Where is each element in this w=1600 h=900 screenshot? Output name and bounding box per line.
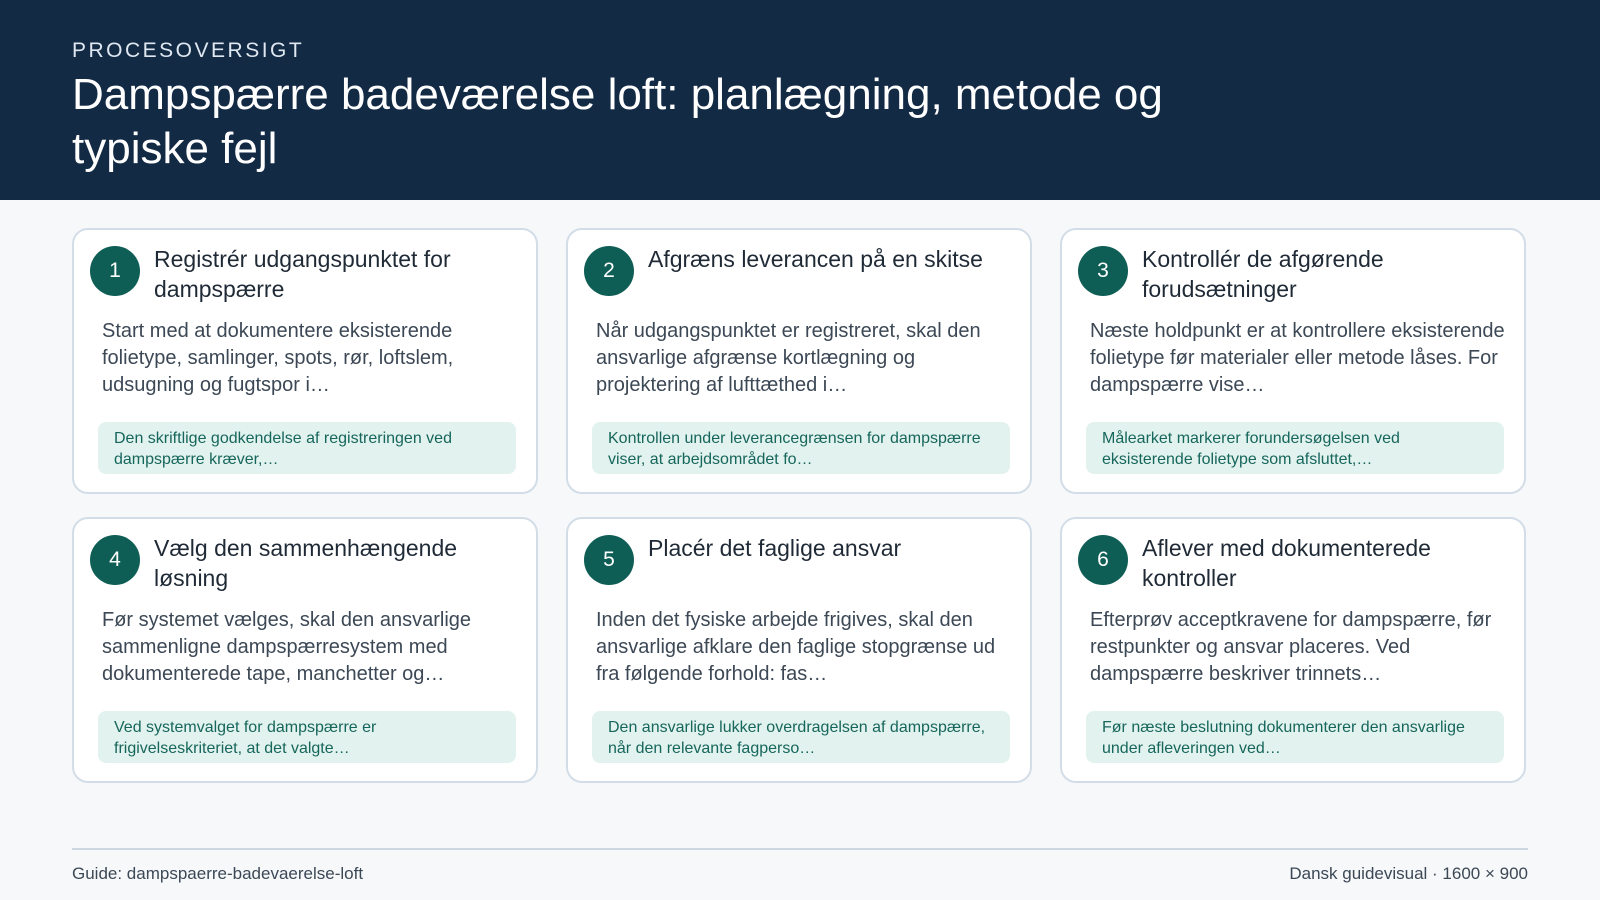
footer-credit: Dansk guidevisual · 1600 × 900 — [1289, 864, 1528, 883]
step-title: Aflever med dokumenterede kontroller — [1142, 535, 1431, 591]
header-banner — [0, 0, 1600, 200]
step-card-3 — [1060, 228, 1526, 494]
step-title: Placér det faglige ansvar — [648, 535, 902, 561]
step-description: Efterprøv acceptkravene for dampspærre, før restpunkter og ansvar placeres. Ved dampspærre beskriver trinnets… — [1090, 609, 1492, 685]
step-number-badge: 6 — [1078, 535, 1128, 585]
step-title: Registrér udgangspunktet for dampspærre — [154, 246, 451, 302]
step-note: Den skriftlige godkendelse af registreringen ved dampspærre kræver,… — [98, 422, 516, 474]
step-note: Kontrollen under leverancegrænsen for dampspærre viser, at arbejdsområdet fo… — [592, 422, 1010, 474]
footer-guide-slug: Guide: dampspaerre-badevaerelse-loft — [72, 864, 364, 883]
eyebrow-label: PROCESOVERSIGT — [72, 39, 305, 62]
step-title: Afgræns leverancen på en skitse — [648, 246, 983, 272]
step-number-badge: 3 — [1078, 246, 1128, 296]
step-number-badge: 5 — [584, 535, 634, 585]
step-note: Ved systemvalget for dampspærre er frigivelseskriteriet, at det valgte… — [98, 711, 516, 763]
step-note: Målearket markerer forundersøgelsen ved eksisterende folietype som afsluttet,… — [1086, 422, 1504, 474]
step-description: Start med at dokumentere eksisterende folietype, samlinger, spots, rør, loftslem, udsugning og fugtspor i… — [102, 320, 454, 396]
step-note: Den ansvarlige lukker overdragelsen af dampspærre, når den relevante fagperso… — [592, 711, 1010, 763]
step-card-4 — [72, 517, 538, 783]
step-card-1 — [72, 228, 538, 494]
step-note: Før næste beslutning dokumenterer den ansvarlige under afleveringen ved… — [1086, 711, 1504, 763]
step-number-badge: 2 — [584, 246, 634, 296]
step-card-5 — [566, 517, 1032, 783]
step-number-badge: 1 — [90, 246, 140, 296]
step-description: Før systemet vælges, skal den ansvarlige sammenligne dampspærresystem med dokumenterede tape, manchetter og… — [102, 609, 472, 685]
step-title: Kontrollér de afgørende forudsætninger — [1142, 246, 1384, 302]
step-number-badge: 4 — [90, 535, 140, 585]
footer-divider — [72, 848, 1528, 850]
step-description: Når udgangspunktet er registreret, skal den ansvarlige afgrænse kortlægning og projektering af lufttæthed i… — [596, 320, 981, 396]
step-description: Næste holdpunkt er at kontrollere eksisterende folietype før materialer eller metode låses. For dampspærre vise… — [1090, 320, 1505, 396]
step-title: Vælg den sammenhængende løsning — [154, 535, 458, 591]
step-card-6 — [1060, 517, 1526, 783]
page-title: Dampspærre badeværelse loft: planlægning, metode og typiske fejl — [72, 70, 1163, 173]
step-card-2 — [566, 228, 1032, 494]
step-description: Inden det fysiske arbejde frigives, skal den ansvarlige afklare den faglige stopgrænse ud fra følgende forhold: fas… — [596, 609, 996, 685]
